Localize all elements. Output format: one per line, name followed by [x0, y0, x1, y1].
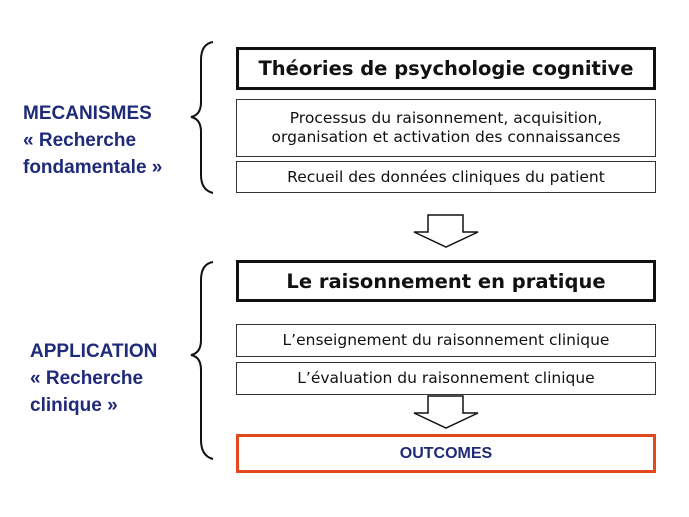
outcomes-box: [236, 434, 656, 473]
enseignement-box: [236, 324, 656, 357]
mecanismes-subtitle-2: fondamentale »: [23, 157, 163, 178]
mecanismes-title: MECANISMES: [23, 103, 152, 124]
recueil-box: [236, 161, 656, 193]
outcomes-text: OUTCOMES: [399, 444, 493, 462]
application-title: APPLICATION: [30, 341, 158, 362]
theories-box: [236, 47, 656, 90]
processus-box: [236, 99, 656, 157]
application-subtitle-1: « Recherche: [30, 368, 144, 389]
processus-text-1: Processus du raisonnement, acquisition,: [289, 109, 603, 127]
top-brace-path: [191, 42, 213, 193]
processus-text-2: organisation et activation des connaissances: [271, 128, 621, 146]
recueil-text: Recueil des données cliniques du patient: [287, 167, 605, 186]
down-arrow-1: [414, 215, 478, 247]
pratique-box: [236, 260, 656, 302]
evaluation-text: L’évaluation du raisonnement clinique: [297, 369, 595, 387]
enseignement-text: L’enseignement du raisonnement clinique: [282, 331, 610, 349]
application-subtitle-2: clinique »: [30, 395, 118, 416]
bottom-brace-path: [191, 262, 213, 459]
evaluation-box: [236, 362, 656, 395]
mecanismes-subtitle-1: « Recherche: [23, 130, 137, 151]
down-arrow-2: [414, 396, 478, 428]
theories-text: Théories de psychologie cognitive: [258, 57, 634, 80]
pratique-text: Le raisonnement en pratique: [286, 269, 606, 293]
